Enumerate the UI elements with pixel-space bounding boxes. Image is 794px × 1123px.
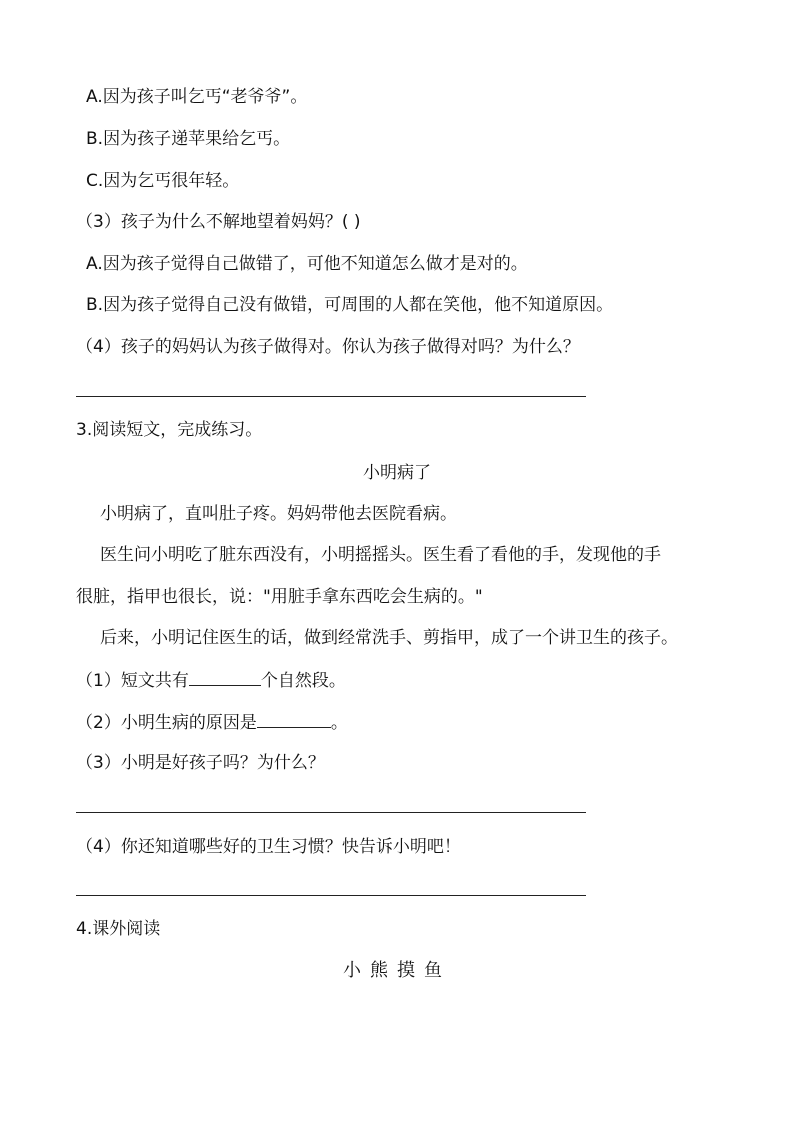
question-3-section-3: （3）小明是好孩子吗？为什么？	[76, 753, 325, 773]
passage-paragraph-1: 小明病了，直叫肚子疼。妈妈带他去医院看病。	[100, 504, 457, 524]
paragraph-count-blank[interactable]	[189, 669, 261, 686]
question-2	[76, 711, 348, 734]
answer-line[interactable]	[76, 812, 586, 813]
option-a-q3: A.因为孩子觉得自己做错了，可他不知道怎么做才是对的。	[86, 254, 528, 274]
question-4: （4）孩子的妈妈认为孩子做得对。你认为孩子做得对吗？为什么？	[76, 337, 580, 357]
passage-paragraph-2-line-2: 很脏，指甲也很长，说："用脏手拿东西吃会生病的。"	[76, 587, 483, 607]
answer-line[interactable]	[76, 895, 586, 896]
passage-title: 小明病了	[363, 463, 431, 483]
question-2-text-after: 。	[330, 713, 348, 733]
question-4-section-3: （4）你还知道哪些好的卫生习惯？快告诉小明吧！	[76, 837, 461, 857]
answer-line[interactable]	[76, 396, 586, 397]
section-3-heading: 3.阅读短文，完成练习。	[76, 420, 263, 440]
option-b-q3: B.因为孩子觉得自己没有做错，可周围的人都在笑他，他不知道原因。	[86, 295, 614, 315]
illness-cause-blank[interactable]	[257, 711, 331, 728]
question-2-text-before: （2）小明生病的原因是	[76, 713, 257, 733]
section-4-heading: 4.课外阅读	[76, 919, 161, 939]
question-3: （3）孩子为什么不解地望着妈妈？( )	[76, 212, 361, 232]
section-4-title: 小熊摸鱼	[343, 960, 451, 981]
question-1	[76, 669, 346, 692]
question-1-text-after: 个自然段。	[260, 671, 346, 691]
passage-paragraph-2-line-1: 医生问小明吃了脏东西没有，小明摇摇头。医生看了看他的手，发现他的手	[100, 545, 661, 565]
option-a-q2: A.因为孩子叫乞丐“老爷爷”。	[86, 87, 308, 107]
passage-paragraph-3: 后来，小明记住医生的话，做到经常洗手、剪指甲，成了一个讲卫生的孩子。	[100, 628, 678, 648]
option-c-q2: C.因为乞丐很年轻。	[86, 171, 240, 191]
option-b-q2: B.因为孩子递苹果给乞丐。	[86, 129, 291, 149]
question-1-text-before: （1）短文共有	[76, 671, 189, 691]
